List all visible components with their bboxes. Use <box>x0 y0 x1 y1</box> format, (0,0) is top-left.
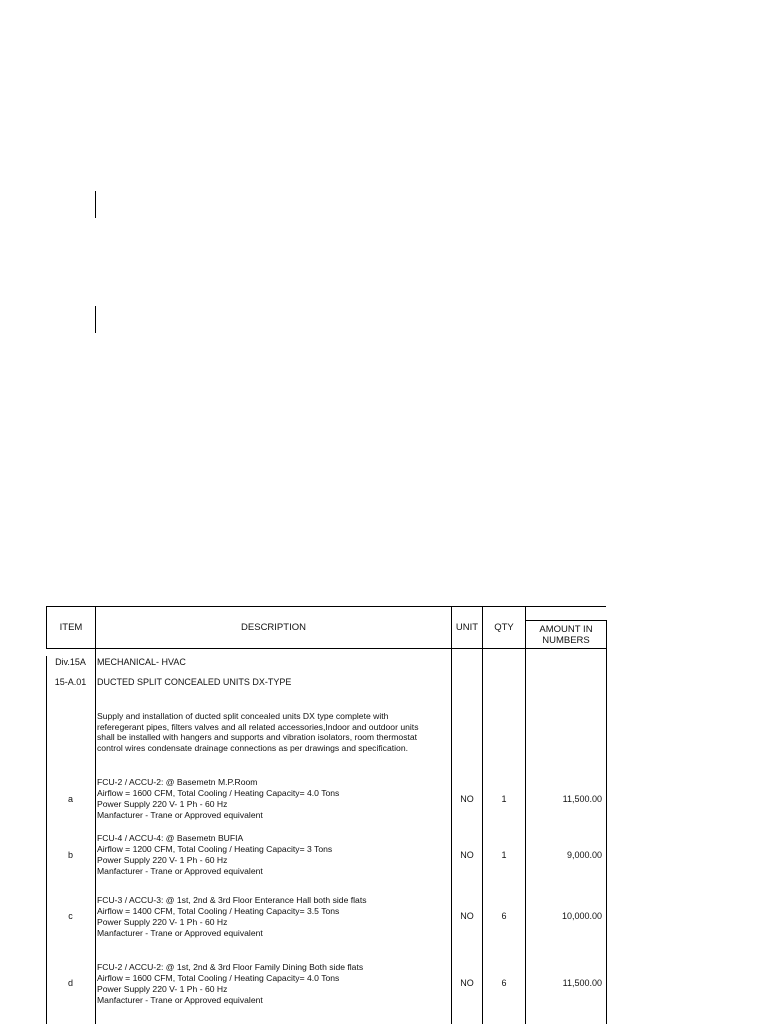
item-qty: 6 <box>501 911 507 921</box>
margin-mark <box>95 191 96 218</box>
item-description-line: Power Supply 220 V- 1 Ph - 60 Hz <box>97 799 228 809</box>
scope-line: control wires condensate drainage connections as per drawings and specification. <box>97 742 408 753</box>
header-qty: QTY <box>494 622 514 633</box>
item-amount: 9,000.00 <box>566 850 602 860</box>
unit-column-divider <box>482 606 483 1024</box>
item-qty: 6 <box>501 978 507 988</box>
item-description-line: FCU-2 / ACCU-2: @ 1st, 2nd & 3rd Floor Family Dining Both side flats <box>97 962 364 972</box>
item-description-line: Manfacturer - Trane or Approved equivalent <box>97 995 263 1005</box>
item-unit: NO <box>460 911 474 921</box>
amount-right-border <box>606 620 607 1024</box>
header-description: DESCRIPTION <box>241 622 306 633</box>
item-description-line: Airflow = 1400 CFM, Total Cooling / Heating Capacity= 3.5 Tons <box>97 906 340 916</box>
item-label: a <box>67 794 73 804</box>
item-description-line: FCU-3 / ACCU-3: @ 1st, 2nd & 3rd Floor Enterance Hall both side flats <box>97 895 367 905</box>
item-amount: 11,500.00 <box>562 794 602 804</box>
item-description-line: Power Supply 220 V- 1 Ph - 60 Hz <box>97 984 228 994</box>
item-unit: NO <box>460 978 474 988</box>
body-left-border <box>46 656 47 1024</box>
item-description-line: FCU-4 / ACCU-4: @ Basemetn BUFIA <box>97 833 244 843</box>
header-bottom-border <box>46 648 606 649</box>
item-unit: NO <box>460 850 474 860</box>
description-column-divider <box>451 606 452 1024</box>
item-qty: 1 <box>501 850 507 860</box>
item-description-line: Power Supply 220 V- 1 Ph - 60 Hz <box>97 855 228 865</box>
item-description-line: Manfacturer - Trane or Approved equivalent <box>97 810 263 820</box>
table-top-border <box>46 606 606 607</box>
item-column-divider <box>95 606 96 1024</box>
header-item: ITEM <box>59 622 83 633</box>
scope-line: Supply and installation of ducted split concealed units DX type complete with <box>97 711 389 721</box>
item-description-line: FCU-2 / ACCU-2: @ Basemetn M.P.Room <box>97 777 258 787</box>
division-title: MECHANICAL- HVAC <box>97 657 186 667</box>
section-title: DUCTED SPLIT CONCEALED UNITS DX-TYPE <box>97 677 292 687</box>
item-description-line: Airflow = 1200 CFM, Total Cooling / Heating Capacity= 3 Tons <box>97 844 333 854</box>
item-label: d <box>67 978 73 988</box>
division-code: Div.15A <box>55 657 86 667</box>
item-amount: 10,000.00 <box>561 911 602 921</box>
item-amount: 11,500.00 <box>562 978 602 988</box>
item-label: c <box>68 911 73 921</box>
scope-line: shall be installed with hangers and supports and vibration isolators, room thermostat <box>97 732 418 742</box>
item-description-line: Manfacturer - Trane or Approved equivalent <box>97 866 263 876</box>
item-unit: NO <box>460 794 474 804</box>
header-unit: UNIT <box>455 622 479 633</box>
item-label: b <box>67 850 73 860</box>
item-description-line: Manfacturer - Trane or Approved equivalent <box>97 928 263 938</box>
item-description-line: Airflow = 1600 CFM, Total Cooling / Heating Capacity= 4.0 Tons <box>97 973 340 983</box>
qty-column-divider <box>525 606 526 1024</box>
item-description-line: Power Supply 220 V- 1 Ph - 60 Hz <box>97 917 228 927</box>
item-qty: 1 <box>501 794 507 804</box>
scope-line: referegerant pipes, filters valves and all related accessories,Indoor and outdoor units <box>97 721 419 732</box>
margin-mark <box>95 306 96 333</box>
header-amount: AMOUNT IN NUMBERS <box>539 624 593 646</box>
amount-subheader-border <box>525 620 606 621</box>
item-description-line: Airflow = 1600 CFM, Total Cooling / Heating Capacity= 4.0 Tons <box>97 788 340 798</box>
section-code: 15-A.01 <box>54 677 87 687</box>
